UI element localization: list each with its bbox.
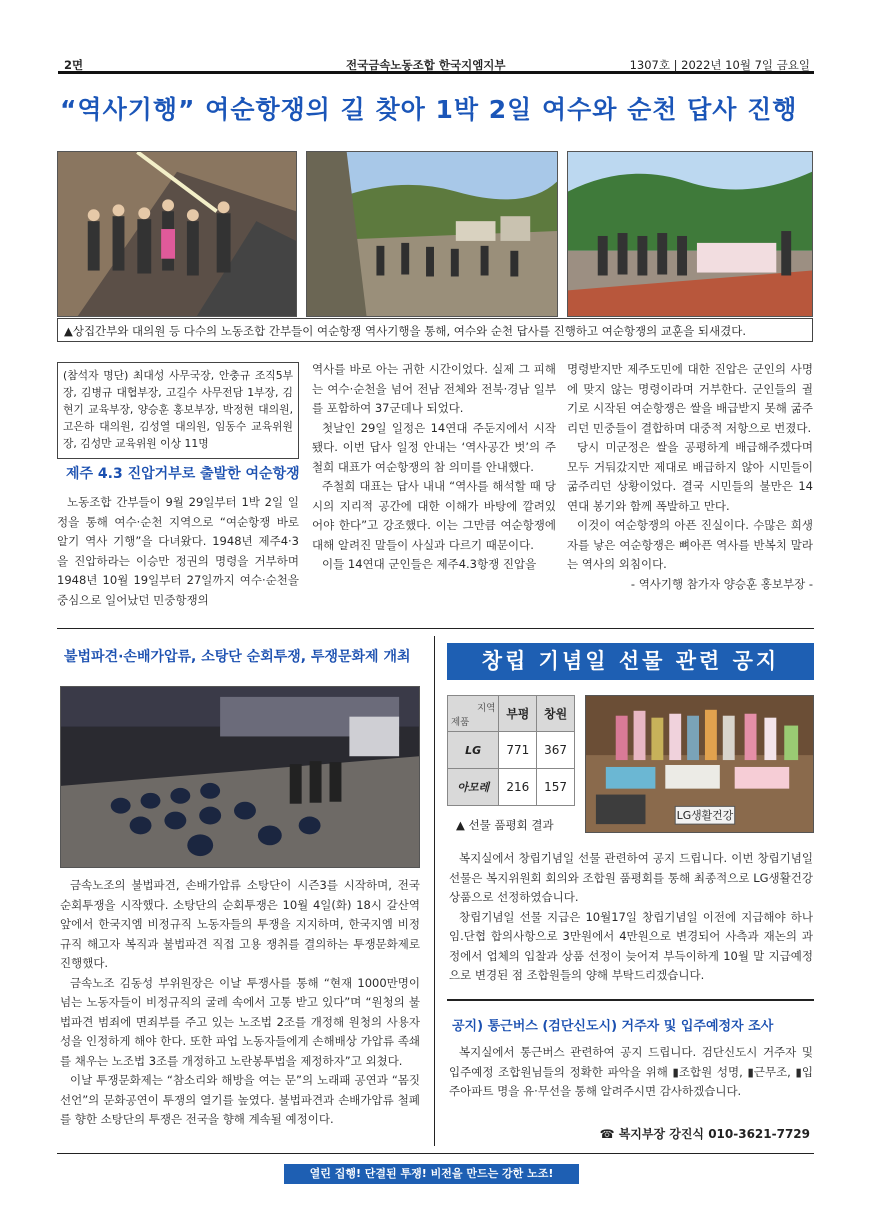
paragraph: 역사를 바로 아는 귀한 시간이었다. 실제 그 피해는 여수·순천을 넘어 전남 전체와 전북·경남 일부를 포함하여 37군데나 되었다. xyxy=(312,362,556,415)
row-header: 아모레 xyxy=(448,769,499,806)
article2-subtitle: 불법파견·손배가압류, 소탕단 순회투쟁, 투쟁문화제 개최 xyxy=(64,649,411,665)
gift-notice-body xyxy=(449,849,813,986)
main-headline: “역사기행” 여순항쟁의 길 찾아 1박 2일 여수와 순천 답사 진행 xyxy=(60,95,798,124)
article1-column-1 xyxy=(57,493,299,610)
byline: - 역사기행 참가자 양승훈 홍보부장 - xyxy=(630,576,813,591)
contact-signature: ☎ 복지부장 강진식 010-3621-7729 xyxy=(599,1127,810,1141)
table-cell: 367 xyxy=(537,732,575,769)
paragraph: 복지실에서 창립기념일 선물 관련하여 공지 드립니다. 이번 창립기념일 선물은 복지위원회 회의와 조합원 품평회를 통해 최종적으로 LG생활건강 상품으로 선정하였습니다. xyxy=(449,851,813,904)
rally-night-photo xyxy=(60,686,420,868)
page-number: 2면 xyxy=(64,58,84,72)
paragraph: 이들 14연대 군인들은 제주4.3항쟁 진압을 xyxy=(322,557,537,571)
footer-divider xyxy=(57,1153,814,1154)
column-divider xyxy=(434,636,435,1146)
gift-photo-label: LG생활건강 xyxy=(676,809,734,823)
photo-caption: ▲상집간부와 대의원 등 다수의 노동조합 간부들이 여순항쟁 역사기행을 통해, 여수와 순천 답사를 진행하고 여순항쟁의 교훈을 되새겼다. xyxy=(57,318,813,342)
bus-notice-subtitle: 공지) 통근버스 (검단신도시) 거주자 및 입주예정자 조사 xyxy=(452,1019,774,1034)
paragraph: 창립기념일 선물 지급은 10월17일 창립기념일 이전에 지급해야 하나 임.단협 합의사항으로 3만원에서 4만원으로 변경되어 사측과 재논의 과정에서 업체의 입찰과 상품 선정이 늦어져 부득이하게 10월 말 지급예정으로 변경된 점 조합원들의 양해 부탁드리겠습니다. xyxy=(449,909,813,982)
footer-slogan: 열린 집행! 단결된 투쟁! 비전을 만드는 강한 노조! xyxy=(284,1164,579,1184)
paragraph: 노동조합 간부들이 9월 29일부터 1박 2일 일정을 통해 여수·순천 지역으로 “여순항쟁 바로 알기 역사 기행”을 다녀왔다. 1948년 제주4·3을 진압하라는 이승만 정권의 명령을 거부하며 1948년 10월 19일부터 27일까지 여수·순천을 중심으로 일어났던 민중항쟁의 xyxy=(57,495,299,607)
column-header: 창원 xyxy=(537,696,575,732)
table-cell: 216 xyxy=(499,769,537,806)
article1-subtitle: 제주 4.3 진압거부로 출발한 여순항쟁 xyxy=(66,466,300,482)
tunnel-photo xyxy=(57,151,297,317)
gift-notice-banner: 창립 기념일 선물 관련 공지 xyxy=(447,643,814,680)
section-divider xyxy=(57,628,814,629)
article1-column-2 xyxy=(312,360,556,575)
column-header: 부평 xyxy=(499,696,537,732)
notice-divider xyxy=(447,999,814,1001)
paragraph: 당시 미군정은 쌀을 공평하게 배급해주겠다며 모두 거둬갔지만 제대로 배급하지 않아 시민들이 굶주리던 상황이었다. 결국 시민들의 불만은 14연대 봉기와 함께 폭발하고 만다. xyxy=(567,440,813,513)
article2-body xyxy=(60,876,420,1130)
paragraph: 이것이 여순항쟁의 아픈 진실이다. 수많은 희생자를 낳은 여순항쟁은 뼈아픈 역사를 반복치 말라는 역사의 외침이다. xyxy=(567,518,813,571)
paragraph: 첫날인 29일 일정은 14연대 주둔지에서 시작됐다. 이번 답사 일정 안내는 ‘역사공간 벗’의 주철희 대표가 여순항쟁의 참 의미를 안내했다. xyxy=(312,420,556,474)
paragraph: 금속노조 김동성 부위원장은 이날 투쟁사를 통해 “현재 1000만명이 넘는 노동자들이 비정규직의 굴레 속에서 고통 받고 있다”며 “원청의 불법파견 범죄에 면죄부를 주고 있는 노조법 2조를 개정해 원청의 사용자성을 인정하게 해야 한다. 또한 파업 노동자들에게 손해배상 가압류 족쇄를 채우는 노조법 3조를 개정하고 노란봉투법을 제정하자”고 외쳤다. xyxy=(60,975,420,1068)
hillside-photo xyxy=(306,151,558,317)
table-cell: 157 xyxy=(537,769,575,806)
attendee-list: (참석자 명단) 최대성 사무국장, 안충규 조직5부장, 김병규 대협부장, 고길수 사무전담 1부장, 김현기 교육부장, 양승훈 홍보부장, 박정현 대의원, 고은하 대의원, 김성열 대의원, 임동수 교육위원장, 김성만 교육위원 이상 11명 xyxy=(57,362,299,459)
gift-results-table xyxy=(447,695,575,806)
table-cell: 771 xyxy=(499,732,537,769)
issue-date: 1307호 | 2022년 10월 7일 금요일 xyxy=(629,58,810,72)
organization-name: 전국금속노동조합 한국지엠지부 xyxy=(346,58,506,72)
gift-products-photo xyxy=(585,695,814,833)
paragraph: 복지실에서 통근버스 관련하여 공지 드립니다. 검단신도시 거주자 및 입주예정 조합원님들의 정확한 파악을 위해 ▮조합원 성명, ▮근무조, ▮입주아파트 명을 유·무선을 통해 알려주시면 감사하겠습니다. xyxy=(449,1045,813,1098)
group-banner-photo xyxy=(567,151,813,317)
bus-notice-body xyxy=(449,1043,813,1102)
corner-bottom-label: 제품 xyxy=(451,716,470,728)
table-caption: ▲ 선물 품평회 결과 xyxy=(456,818,554,832)
paragraph: 이날 투쟁문화제는 “참소리와 해방을 여는 문”의 노래패 공연과 “몸짓선언”의 문화공연이 투쟁의 열기를 높였다. 불법파견과 손배가압류 철폐를 향한 소탕단의 투쟁은 전국을 향해 계속될 예정이다. xyxy=(60,1073,420,1126)
paragraph: 주철희 대표는 답사 내내 “역사를 해석할 때 당시의 지리적 공간에 대한 이해가 바탕에 깔려있어야 한다”고 강조했다. 이는 그만큼 여순항쟁에 대해 알려진 말들이 사실과 다르기 때문이다. xyxy=(312,479,556,552)
corner-top-label: 지역 xyxy=(477,702,496,714)
row-header: LG xyxy=(448,732,499,769)
paragraph: 금속노조의 불법파견, 손배가압류 소탕단이 시즌3를 시작하며, 전국 순회투쟁을 시작했다. 소탕단의 순회투쟁은 10월 4일(화) 18시 갈산역 앞에서 한국지엠 비정규직 노동자들의 투쟁을 지지하며, 한국지엠 비정규직 해고자 복직과 불법파견 직접 고용 쟁취를 결의하는 투쟁문화제로 진행했다. xyxy=(60,878,420,970)
page-header xyxy=(58,54,814,74)
paragraph: 명령받지만 제주도민에 대한 진압은 군인의 사명에 맞지 않는 명령이라며 거부한다. 군인들의 궐기로 시작된 여순항쟁은 쌀을 배급받지 못해 굶주리던 민중들이 결합하며 대중적 저항으로 번졌다. xyxy=(567,362,813,435)
table-corner xyxy=(448,696,499,732)
article1-column-3 xyxy=(567,360,813,594)
